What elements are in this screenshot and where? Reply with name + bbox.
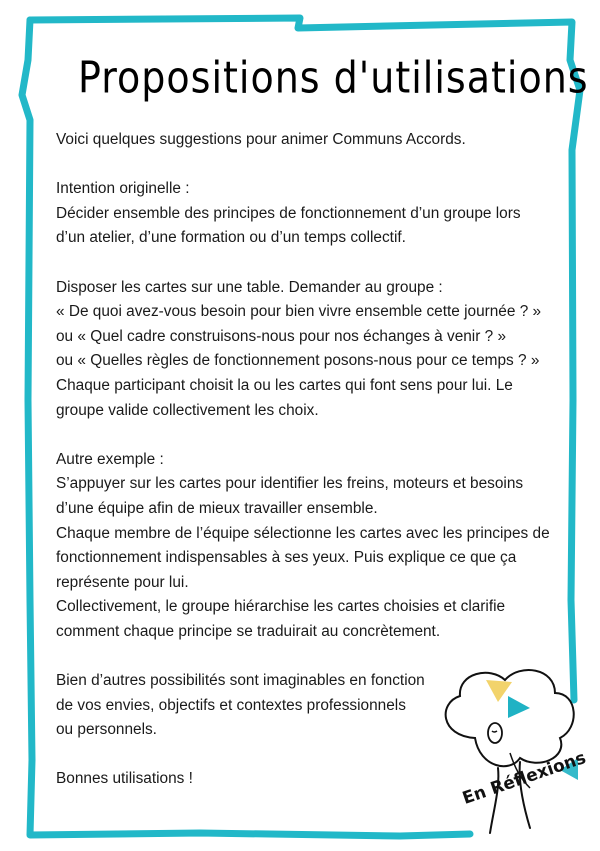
section1-line: Décider ensemble des principes de fonctionnement d’un groupe lors (56, 204, 521, 222)
section4-line: de vos envies, objectifs et contextes professionnels (56, 696, 406, 714)
section2-line: Chaque participant choisit la ou les cartes qui font sens pour lui. Le (56, 376, 513, 394)
section1-heading: Intention originelle : (56, 180, 190, 198)
section2-line: groupe valide collectivement les choix. (56, 401, 319, 419)
section2-line: Disposer les cartes sur une table. Demander au groupe : (56, 278, 443, 296)
section4-line: Bien d’autres possibilités sont imaginables en fonction (56, 672, 425, 690)
section3-heading: Autre exemple : (56, 450, 164, 468)
teal-triangle-icon (508, 696, 530, 718)
closing-text: Bonnes utilisations ! (56, 770, 193, 788)
section3-line: représente pour lui. (56, 573, 189, 591)
section2-line: « De quoi avez-vous besoin pour bien vivre ensemble cette journée ? » (56, 303, 542, 321)
section3-line: Chaque membre de l’équipe sélectionne les cartes avec les principes de (56, 524, 550, 542)
section4-line: ou personnels. (56, 721, 157, 739)
section3-line: fonctionnement indispensables à ses yeux. Puis explique ce que ça (56, 549, 517, 567)
intro-text: Voici quelques suggestions pour animer Communs Accords. (56, 131, 466, 148)
section3-line: S’appuyer sur les cartes pour identifier les freins, moteurs et besoins (56, 475, 524, 493)
section1-line: d’un atelier, d’une formation ou d’un temps collectif. (56, 229, 406, 247)
brand-label: En Réflexions (460, 747, 589, 809)
section2-line: ou « Quelles règles de fonctionnement posons-nous pour ce temps ? » (56, 352, 540, 370)
section3-line: Collectivement, le groupe hiérarchise les cartes choisies et clarifie (56, 598, 506, 616)
section3-line: d’une équipe afin de mieux travailler ensemble. (56, 499, 378, 517)
section3-line: comment chaque principe se traduirait au concrètement. (56, 622, 441, 640)
section2-line: ou « Quel cadre construisons-nous pour nos échanges à venir ? » (56, 327, 507, 345)
page-title: Propositions d'utilisations (78, 52, 589, 103)
